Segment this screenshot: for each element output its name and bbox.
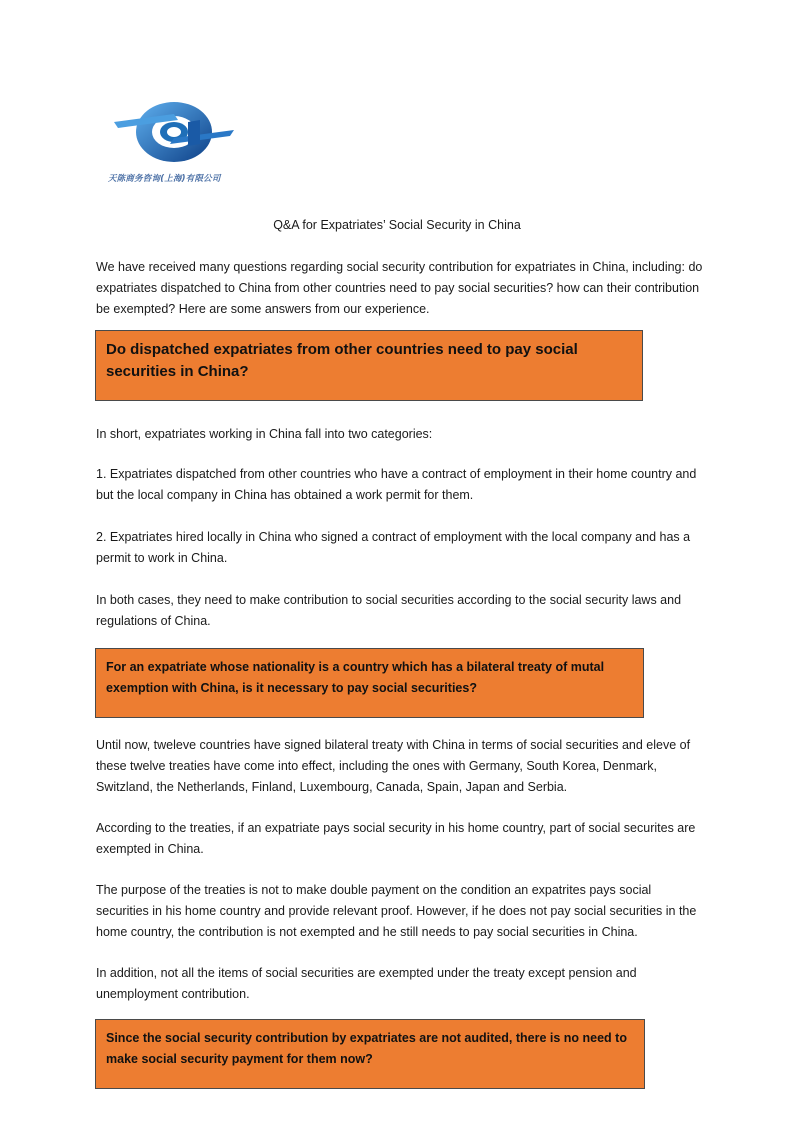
category-item-1: 1. Expatriates dispatched from other countries who have a contract of employment in their home country and but the local company in China has obtained a work permit for them.: [96, 467, 697, 502]
logo-caption: 天陈商务咨询(上海)有限公司: [108, 174, 221, 184]
question-box-2: For an expatriate whose nationality is a country which has a bilateral treaty of mutal exemption with China, is it necessary to pay social securities?: [95, 648, 644, 718]
short-paragraph: In short, expatriates working in China fall into two categories:: [96, 427, 433, 441]
both-cases-paragraph: In both cases, they need to make contribution to social securities according to the social security laws and regulations of China.: [96, 593, 682, 628]
document-title: Q&A for Expatriates’ Social Security in China: [273, 218, 521, 232]
treaty-paragraph: Until now, tweleve countries have signed bilateral treaty with China in terms of social securities and eleve of these twelve treaties have come into effect, including the ones with Germany, South Korea, Denmark, Switzland, the Netherlands, Finland, Luxembourg, Canada, Spain, Japan and Serbia.: [96, 738, 691, 794]
question-box-3: Since the social security contribution by expatriates are not audited, there is no need to make social security payment for them now?: [95, 1019, 645, 1089]
intro-paragraph: We have received many questions regarding social security contribution for expatriates in China, including: do expatriates dispatched to China from other countries need to pay social securities? how can their contribution be exempted? Here are some answers from our experience.: [96, 260, 703, 316]
according-paragraph: According to the treaties, if an expatriate pays social security in his home country, part of social securites are exempted in China.: [96, 821, 696, 856]
addition-paragraph: In addition, not all the items of social securities are exempted under the treaty except pension and unemployment contribution.: [96, 966, 637, 1001]
category-item-2: 2. Expatriates hired locally in China who signed a contract of employment with the local company and has a permit to work in China.: [96, 530, 691, 565]
purpose-paragraph: The purpose of the treaties is not to make double payment on the condition an expatrites pays social securities in his home country and provide relevant proof. However, if he does not pay social securities in the home country, the contribution is not exempted and he still needs to pay social securities in China.: [96, 883, 697, 939]
question-box-1: Do dispatched expatriates from other countries need to pay social securities in China?: [95, 330, 643, 401]
